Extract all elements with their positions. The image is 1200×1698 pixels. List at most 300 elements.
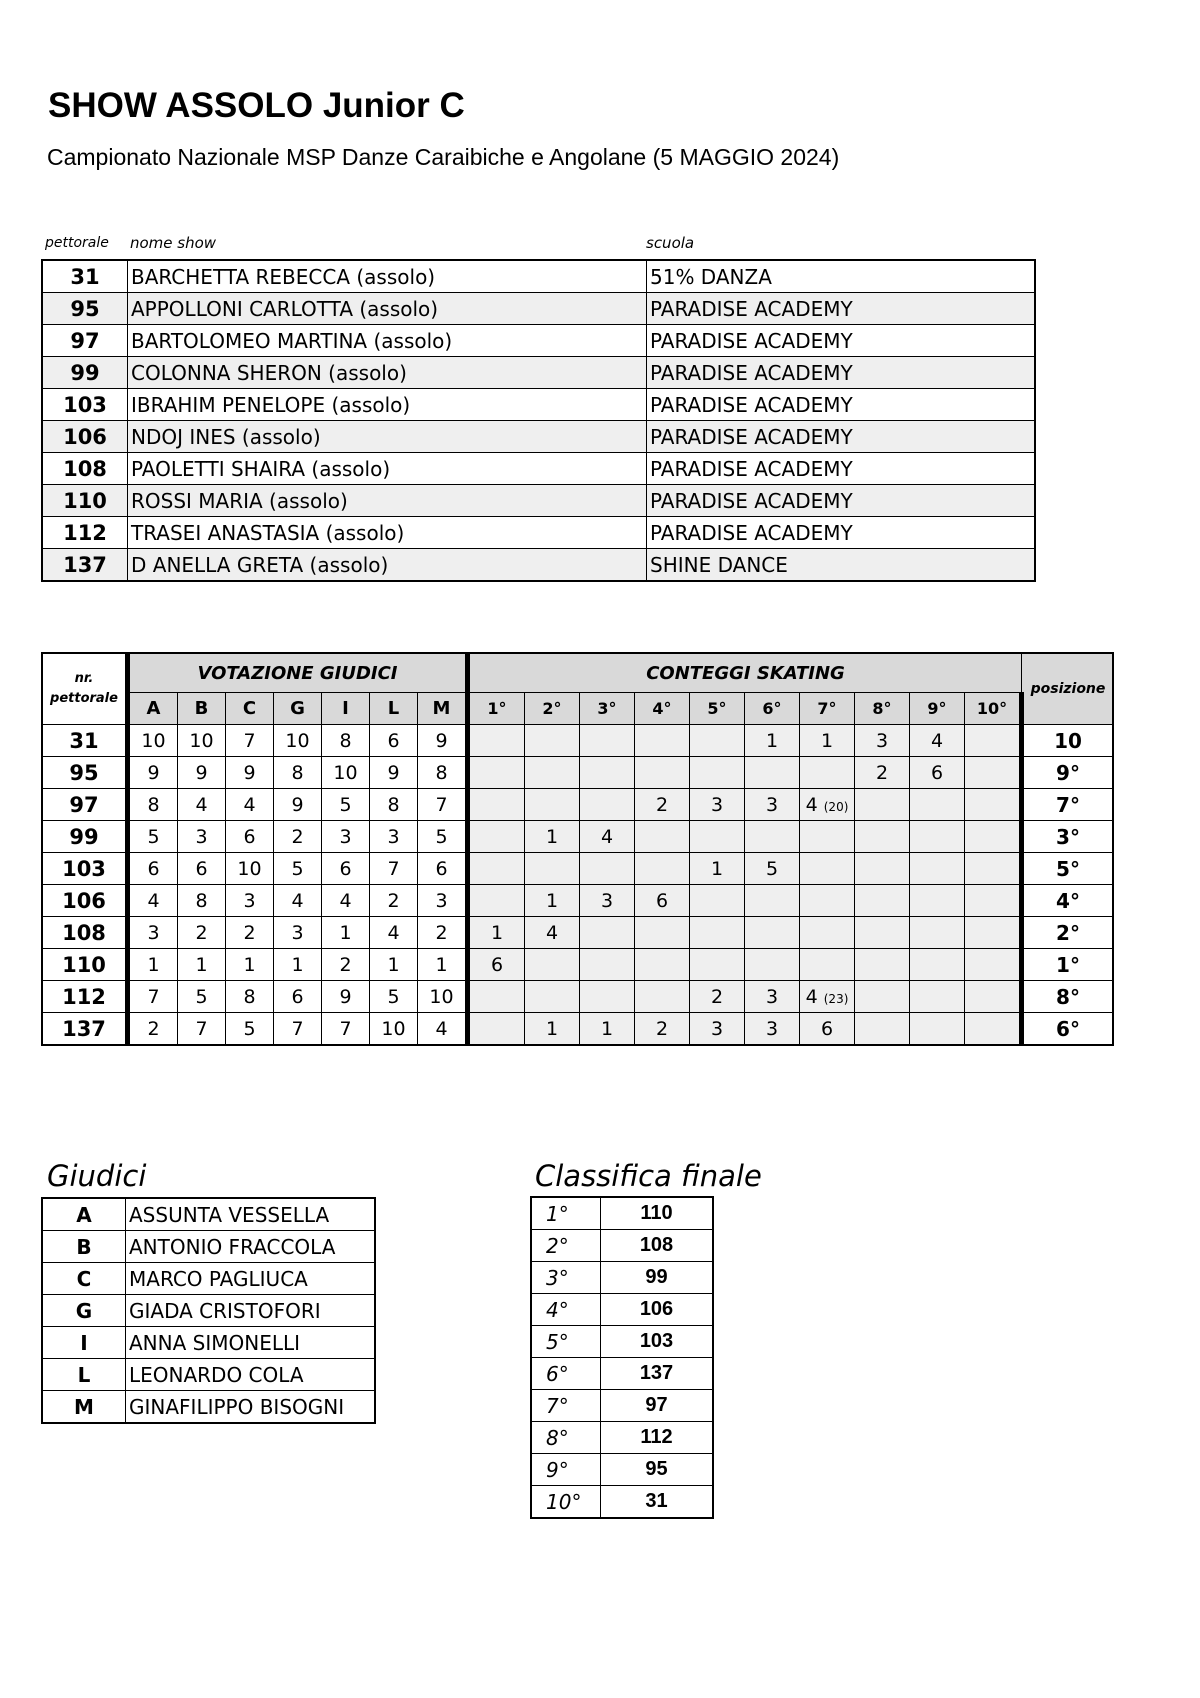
participant-row [42,485,1035,517]
participant-name: D ANELLA GRETA (assolo) [128,549,647,582]
judge-name: MARCO PAGLIUCA [126,1263,376,1295]
participant-row [42,293,1035,325]
participants-header-school: scuola [646,234,695,252]
final-place: 1° [531,1197,601,1230]
skating-count-value: 1 [490,921,504,944]
score-position: 9° [1022,757,1114,789]
judge-vote: 8 [370,789,418,821]
skating-count [580,917,635,949]
score-position: 6° [1022,1013,1114,1046]
skating-count [910,789,965,821]
skating-count [525,757,580,789]
score-bib: 31 [42,725,128,757]
skating-count [525,789,580,821]
judge-vote: 1 [128,949,178,981]
skating-count [800,885,855,917]
final-bib: 97 [601,1390,714,1422]
judge-vote: 5 [418,821,468,853]
skating-count [965,949,1022,981]
final-bib: 31 [601,1486,714,1519]
skating-count [800,949,855,981]
skating-count [855,853,910,885]
participant-name: COLONNA SHERON (assolo) [128,357,647,389]
final-row [531,1454,713,1486]
skating-column-header: 2° [525,693,580,725]
skating-count-note: (20) [823,799,849,814]
participant-name: TRASEI ANASTASIA (assolo) [128,517,647,549]
score-position: 3° [1022,821,1114,853]
judge-vote: 3 [178,821,226,853]
skating-count [525,949,580,981]
final-place: 8° [531,1422,601,1454]
judge-name: LEONARDO COLA [126,1359,376,1391]
skating-count [745,757,800,789]
skating-count [580,853,635,885]
judge-vote: 1 [322,917,370,949]
skating-count [855,917,910,949]
judge-key: C [42,1263,126,1295]
judge-vote: 8 [128,789,178,821]
judge-vote: 1 [226,949,274,981]
judge-vote: 9 [128,757,178,789]
participant-school: PARADISE ACADEMY [647,389,1036,421]
skating-count [910,949,965,981]
skating-count [800,789,855,821]
scores-header-skating: CONTEGGI SKATING [468,653,1022,693]
judge-vote: 10 [370,1013,418,1046]
skating-count [800,917,855,949]
score-row [42,725,1113,757]
judge-key: M [42,1391,126,1424]
skating-count [855,757,910,789]
final-place: 5° [531,1326,601,1358]
score-position: 2° [1022,917,1114,949]
skating-count [745,853,800,885]
skating-count [525,981,580,1013]
judge-vote: 3 [226,885,274,917]
skating-count [745,725,800,757]
skating-count [635,1013,690,1046]
judge-vote: 7 [128,981,178,1013]
skating-count [910,757,965,789]
final-bib: 110 [601,1197,714,1230]
judge-vote: 5 [128,821,178,853]
final-title: Classifica finale [535,1159,762,1193]
skating-column-header: 9° [910,693,965,725]
judge-vote: 4 [418,1013,468,1046]
final-row [531,1358,713,1390]
participant-name: APPOLLONI CARLOTTA (assolo) [128,293,647,325]
skating-count [635,725,690,757]
score-position: 8° [1022,981,1114,1013]
score-bib: 103 [42,853,128,885]
judge-vote: 6 [226,821,274,853]
judges-table [41,1197,376,1424]
skating-count-value: 3 [765,985,779,1008]
judge-row [42,1327,375,1359]
participant-bib: 31 [42,260,128,293]
judge-vote: 3 [274,917,322,949]
score-row [42,917,1113,949]
participants-table [41,259,1036,582]
judge-vote: 4 [178,789,226,821]
final-row [531,1390,713,1422]
judge-vote: 3 [418,885,468,917]
skating-count-value: 3 [765,1017,779,1040]
skating-count [580,821,635,853]
skating-count [745,1013,800,1046]
skating-count-value: 2 [875,761,889,784]
participant-school: SHINE DANCE [647,549,1036,582]
participant-school: PARADISE ACADEMY [647,357,1036,389]
judge-vote: 5 [274,853,322,885]
score-row [42,1013,1113,1046]
skating-count [580,757,635,789]
participant-bib: 97 [42,325,128,357]
final-place: 2° [531,1230,601,1262]
skating-count [910,1013,965,1046]
participant-name: PAOLETTI SHAIRA (assolo) [128,453,647,485]
judge-vote: 5 [370,981,418,1013]
skating-count [580,981,635,1013]
skating-count [965,757,1022,789]
participant-school: PARADISE ACADEMY [647,325,1036,357]
judge-vote: 4 [128,885,178,917]
judge-vote: 7 [418,789,468,821]
judges-title: Giudici [47,1159,147,1193]
skating-count-value: 1 [545,1017,559,1040]
skating-count [635,949,690,981]
score-bib: 95 [42,757,128,789]
skating-count [690,885,745,917]
judge-vote: 4 [274,885,322,917]
judge-vote: 6 [128,853,178,885]
skating-count [580,789,635,821]
participant-school: PARADISE ACADEMY [647,453,1036,485]
judge-vote: 3 [128,917,178,949]
skating-column-header: 6° [745,693,800,725]
judge-row [42,1295,375,1327]
skating-count-value: 4 [930,729,944,752]
judge-vote: 9 [274,789,322,821]
score-bib: 112 [42,981,128,1013]
participant-name: NDOJ INES (assolo) [128,421,647,453]
skating-count [910,981,965,1013]
judge-key: A [42,1198,126,1231]
skating-count [800,981,855,1013]
skating-count [690,853,745,885]
judge-vote: 10 [128,725,178,757]
skating-column-header: 3° [580,693,635,725]
score-position: 1° [1022,949,1114,981]
final-place: 7° [531,1390,601,1422]
skating-column-header: 7° [800,693,855,725]
skating-count [855,725,910,757]
score-bib: 110 [42,949,128,981]
final-row [531,1422,713,1454]
judge-vote: 4 [322,885,370,917]
final-row [531,1486,713,1519]
skating-count [690,725,745,757]
judge-row [42,1359,375,1391]
participant-school: 51% DANZA [647,260,1036,293]
skating-column-header: 10° [965,693,1022,725]
skating-count-value: 4 [805,793,818,816]
skating-count [965,885,1022,917]
skating-count [468,981,525,1013]
skating-count-value: 3 [710,793,724,816]
participant-bib: 106 [42,421,128,453]
final-place: 6° [531,1358,601,1390]
judge-name: ASSUNTA VESSELLA [126,1198,376,1231]
skating-count [800,757,855,789]
judge-name: ANTONIO FRACCOLA [126,1231,376,1263]
skating-count [468,821,525,853]
skating-count [855,949,910,981]
skating-count-note: (23) [823,991,849,1006]
judge-vote: 6 [322,853,370,885]
judge-name: GINAFILIPPO BISOGNI [126,1391,376,1424]
participant-name: BARCHETTA REBECCA (assolo) [128,260,647,293]
score-row [42,757,1113,789]
judge-vote: 6 [274,981,322,1013]
skating-count [580,885,635,917]
judge-key: I [42,1327,126,1359]
scores-header-bib-line1: nr. [74,671,94,686]
participant-bib: 110 [42,485,128,517]
judge-vote: 2 [178,917,226,949]
skating-count [855,1013,910,1046]
participant-row [42,389,1035,421]
judge-vote: 10 [418,981,468,1013]
judge-vote: 1 [418,949,468,981]
skating-count [468,1013,525,1046]
score-row [42,885,1113,917]
skating-count-value: 1 [820,729,834,752]
participant-bib: 108 [42,453,128,485]
judge-vote: 2 [418,917,468,949]
skating-count-value: 6 [655,889,669,912]
skating-count [525,917,580,949]
skating-count-value: 4 [600,825,614,848]
skating-count [745,789,800,821]
participant-school: PARADISE ACADEMY [647,421,1036,453]
participant-row [42,325,1035,357]
judge-key: L [42,1359,126,1391]
skating-column-header: 4° [635,693,690,725]
participant-name: ROSSI MARIA (assolo) [128,485,647,517]
skating-count [965,821,1022,853]
skating-count-value: 1 [600,1017,614,1040]
participant-school: PARADISE ACADEMY [647,517,1036,549]
judge-vote: 2 [274,821,322,853]
skating-column-header: 1° [468,693,525,725]
score-bib: 108 [42,917,128,949]
scores-header-bib-line2: pettorale [50,691,118,706]
judge-column-header: C [226,693,274,725]
skating-count [745,981,800,1013]
skating-count [468,853,525,885]
skating-count [855,821,910,853]
judge-vote: 1 [274,949,322,981]
judge-vote: 7 [226,725,274,757]
score-position: 10 [1022,725,1114,757]
skating-count [525,821,580,853]
skating-count-value: 3 [710,1017,724,1040]
judge-vote: 9 [226,757,274,789]
skating-count [635,789,690,821]
score-row [42,853,1113,885]
skating-count [800,821,855,853]
judge-vote: 9 [178,757,226,789]
judge-vote: 5 [178,981,226,1013]
score-bib: 97 [42,789,128,821]
participant-row [42,260,1035,293]
judge-vote: 9 [370,757,418,789]
final-row [531,1197,713,1230]
skating-count [690,789,745,821]
judge-column-header: I [322,693,370,725]
skating-count-value: 6 [930,761,944,784]
scores-table [41,652,1114,1046]
participant-bib: 95 [42,293,128,325]
score-row [42,821,1113,853]
skating-count [965,725,1022,757]
skating-count [910,885,965,917]
skating-count [635,821,690,853]
judge-vote: 7 [370,853,418,885]
participant-row [42,549,1035,582]
skating-count [635,981,690,1013]
judge-column-header: L [370,693,418,725]
skating-count [580,725,635,757]
final-place: 9° [531,1454,601,1486]
skating-count [525,853,580,885]
judge-vote: 4 [370,917,418,949]
judge-vote: 7 [274,1013,322,1046]
judge-row [42,1263,375,1295]
judge-vote: 5 [226,1013,274,1046]
participant-row [42,453,1035,485]
skating-count-value: 6 [490,953,504,976]
judge-name: GIADA CRISTOFORI [126,1295,376,1327]
skating-count [910,853,965,885]
skating-count [525,725,580,757]
scores-header-position: posizione [1022,653,1114,725]
participant-name: IBRAHIM PENELOPE (assolo) [128,389,647,421]
skating-column-header: 8° [855,693,910,725]
judge-vote: 4 [226,789,274,821]
participant-school: PARADISE ACADEMY [647,293,1036,325]
skating-count [745,821,800,853]
skating-column-header: 5° [690,693,745,725]
skating-count-value: 2 [655,1017,669,1040]
participant-row [42,517,1035,549]
judge-name: ANNA SIMONELLI [126,1327,376,1359]
final-row [531,1294,713,1326]
skating-count [635,757,690,789]
judge-vote: 5 [322,789,370,821]
judge-vote: 2 [226,917,274,949]
participants-header-bib: pettorale [45,235,109,251]
skating-count-value: 1 [710,857,724,880]
judge-vote: 6 [418,853,468,885]
skating-count-value: 4 [545,921,559,944]
participants-header-name: nome show [130,234,217,252]
judge-vote: 2 [322,949,370,981]
skating-count [855,885,910,917]
judge-vote: 8 [274,757,322,789]
skating-count-value: 2 [710,985,724,1008]
score-bib: 106 [42,885,128,917]
skating-count [910,917,965,949]
judge-vote: 2 [370,885,418,917]
final-ranking-table [530,1196,714,1519]
final-bib: 106 [601,1294,714,1326]
skating-count [690,981,745,1013]
score-position: 4° [1022,885,1114,917]
judge-row [42,1231,375,1263]
judge-key: B [42,1231,126,1263]
judge-vote: 9 [418,725,468,757]
skating-count [635,885,690,917]
skating-count [965,981,1022,1013]
skating-count [910,725,965,757]
skating-count [965,1013,1022,1046]
skating-count [965,853,1022,885]
skating-count-value: 2 [655,793,669,816]
scores-header-judges: VOTAZIONE GIUDICI [128,653,468,693]
final-place: 3° [531,1262,601,1294]
score-row [42,949,1113,981]
final-bib: 99 [601,1262,714,1294]
skating-count-value: 3 [600,889,614,912]
final-bib: 95 [601,1454,714,1486]
participant-bib: 112 [42,517,128,549]
participant-name: BARTOLOMEO MARTINA (assolo) [128,325,647,357]
skating-count [800,1013,855,1046]
participant-bib: 103 [42,389,128,421]
skating-count-value: 5 [765,857,779,880]
skating-count [800,853,855,885]
skating-count [468,725,525,757]
skating-count [580,949,635,981]
participant-row [42,357,1035,389]
judge-vote: 3 [322,821,370,853]
final-bib: 112 [601,1422,714,1454]
judge-vote: 9 [322,981,370,1013]
judge-vote: 7 [178,1013,226,1046]
final-row [531,1326,713,1358]
score-position: 5° [1022,853,1114,885]
score-bib: 99 [42,821,128,853]
skating-count [965,789,1022,821]
skating-count [690,757,745,789]
final-bib: 108 [601,1230,714,1262]
judge-vote: 6 [370,725,418,757]
score-bib: 137 [42,1013,128,1046]
judge-vote: 10 [226,853,274,885]
judge-vote: 7 [322,1013,370,1046]
participant-bib: 137 [42,549,128,582]
judge-vote: 3 [370,821,418,853]
skating-count-value: 6 [820,1017,834,1040]
skating-count [635,917,690,949]
skating-count [745,917,800,949]
judge-row [42,1198,375,1231]
page-title: SHOW ASSOLO Junior C [48,86,465,125]
skating-count [745,949,800,981]
